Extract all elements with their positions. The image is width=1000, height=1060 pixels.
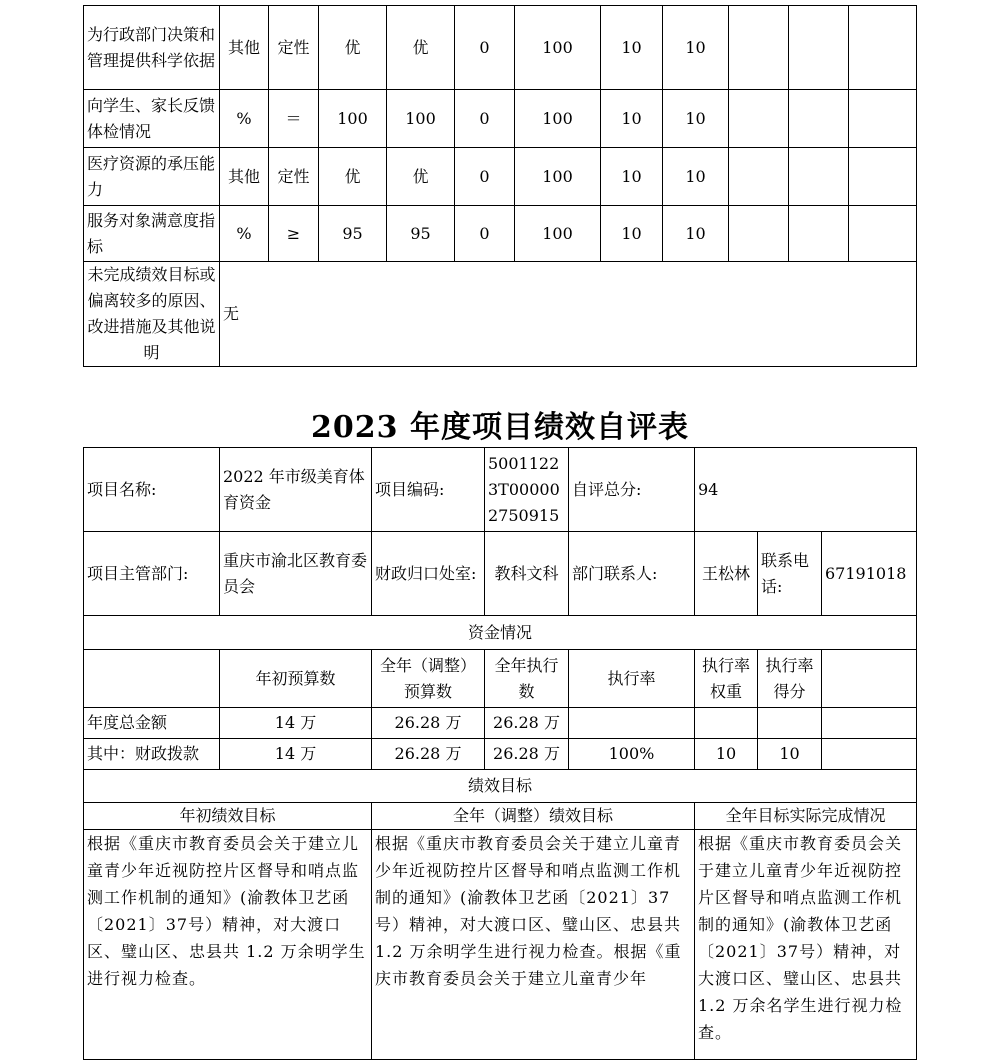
indicator-score: 10 bbox=[663, 206, 729, 262]
indicator-table bbox=[83, 5, 917, 367]
funds-score bbox=[758, 708, 822, 739]
indicator-weight: 10 bbox=[601, 148, 663, 206]
empty-cell bbox=[729, 148, 789, 206]
indicator-name: 服务对象满意度指标 bbox=[84, 206, 220, 262]
indicator-nature: 定性 bbox=[269, 6, 319, 90]
indicator-weight: 10 bbox=[601, 90, 663, 148]
goals-section-label: 绩效目标 bbox=[84, 770, 917, 803]
indicator-unit: 其他 bbox=[220, 148, 269, 206]
funds-executed: 26.28 万 bbox=[485, 708, 569, 739]
funds-header: 执行率权重 bbox=[695, 650, 758, 708]
phone-label: 联系电话: bbox=[758, 532, 822, 616]
goal-adjusted-text: 根据《重庆市教育委员会关于建立儿童青少年近视防控片区督导和哨点监测工作机制的通知》(渝教体卫艺函〔2021〕37号）精神，对大渡口区、璧山区、忠县共 1.2 万余明学生进行视力检查。根据《重庆市教育委员会关于建立儿童青少年 bbox=[372, 830, 695, 1060]
empty-cell bbox=[849, 206, 917, 262]
funds-header: 执行率 bbox=[569, 650, 695, 708]
table-row bbox=[84, 6, 917, 90]
dept-value: 重庆市渝北区教育委员会 bbox=[220, 532, 372, 616]
empty-cell bbox=[822, 708, 917, 739]
indicator-completion: 100 bbox=[515, 6, 601, 90]
indicator-weight: 10 bbox=[601, 6, 663, 90]
goal-actual-text: 根据《重庆市教育委员会关于建立儿童青少年近视防控片区督导和哨点监测工作机制的通知》(渝教体卫艺函〔2021〕37号）精神，对大渡口区、璧山区、忠县共 1.2 万余名学生进行视力检查。 bbox=[695, 830, 917, 1060]
indicator-deviation: 0 bbox=[455, 206, 515, 262]
funds-row-label: 年度总金额 bbox=[84, 708, 220, 739]
indicator-actual: 优 bbox=[387, 148, 455, 206]
indicator-score: 10 bbox=[663, 6, 729, 90]
funds-rate bbox=[569, 708, 695, 739]
indicator-weight: 10 bbox=[601, 206, 663, 262]
funds-section-label: 资金情况 bbox=[84, 616, 917, 650]
indicator-target: 优 bbox=[319, 148, 387, 206]
indicator-completion: 100 bbox=[515, 148, 601, 206]
remark-row bbox=[84, 262, 917, 367]
indicator-score: 10 bbox=[663, 148, 729, 206]
funds-row bbox=[84, 739, 917, 770]
goals-content-row bbox=[84, 830, 917, 1060]
page-title: 2023 年度项目绩效自评表 bbox=[311, 410, 689, 445]
indicator-actual: 优 bbox=[387, 6, 455, 90]
project-code-value: 50011223T000002750915 bbox=[485, 448, 569, 532]
empty-cell bbox=[729, 6, 789, 90]
indicator-target: 100 bbox=[319, 90, 387, 148]
funds-rate: 100% bbox=[569, 739, 695, 770]
section-header bbox=[84, 770, 917, 803]
goals-header: 全年目标实际完成情况 bbox=[695, 803, 917, 830]
empty-cell bbox=[849, 6, 917, 90]
empty-cell bbox=[789, 90, 849, 148]
indicator-score: 10 bbox=[663, 90, 729, 148]
funds-adjusted: 26.28 万 bbox=[372, 708, 485, 739]
empty-cell bbox=[849, 148, 917, 206]
indicator-target: 95 bbox=[319, 206, 387, 262]
empty-cell bbox=[849, 90, 917, 148]
goals-header: 年初绩效目标 bbox=[84, 803, 372, 830]
empty-cell bbox=[729, 206, 789, 262]
remark-label: 未完成绩效目标或偏离较多的原因、改进措施及其他说明 bbox=[84, 262, 220, 367]
funds-header: 全年执行数 bbox=[485, 650, 569, 708]
funds-weight bbox=[695, 708, 758, 739]
indicator-name: 医疗资源的承压能力 bbox=[84, 148, 220, 206]
evaluation-table bbox=[83, 447, 917, 1060]
funds-initial: 14 万 bbox=[220, 708, 372, 739]
funds-adjusted: 26.28 万 bbox=[372, 739, 485, 770]
project-name-label: 项目名称: bbox=[84, 448, 220, 532]
empty-cell bbox=[789, 206, 849, 262]
funds-header-row bbox=[84, 650, 917, 708]
self-score-value: 94 bbox=[695, 448, 917, 532]
project-name-value: 2022 年市级美育体育资金 bbox=[220, 448, 372, 532]
funds-weight: 10 bbox=[695, 739, 758, 770]
funds-header: 全年（调整）预算数 bbox=[372, 650, 485, 708]
empty-cell bbox=[84, 650, 220, 708]
project-code-label: 项目编码: bbox=[372, 448, 485, 532]
funds-row bbox=[84, 708, 917, 739]
dept-label: 项目主管部门: bbox=[84, 532, 220, 616]
indicator-nature: ＝ bbox=[269, 90, 319, 148]
contact-value: 王松林 bbox=[695, 532, 758, 616]
indicator-actual: 100 bbox=[387, 90, 455, 148]
indicator-deviation: 0 bbox=[455, 90, 515, 148]
table-row bbox=[84, 148, 917, 206]
contact-label: 部门联系人: bbox=[569, 532, 695, 616]
indicator-nature: 定性 bbox=[269, 148, 319, 206]
funds-initial: 14 万 bbox=[220, 739, 372, 770]
indicator-nature: ≥ bbox=[269, 206, 319, 262]
indicator-completion: 100 bbox=[515, 90, 601, 148]
table-row bbox=[84, 90, 917, 148]
indicator-actual: 95 bbox=[387, 206, 455, 262]
indicator-name: 向学生、家长反馈体检情况 bbox=[84, 90, 220, 148]
funds-header: 执行率得分 bbox=[758, 650, 822, 708]
office-value: 教科文科 bbox=[485, 532, 569, 616]
funds-score: 10 bbox=[758, 739, 822, 770]
office-label: 财政归口处室: bbox=[372, 532, 485, 616]
section-header bbox=[84, 616, 917, 650]
empty-cell bbox=[789, 6, 849, 90]
empty-cell bbox=[822, 739, 917, 770]
indicator-unit: 其他 bbox=[220, 6, 269, 90]
indicator-unit: % bbox=[220, 206, 269, 262]
indicator-target: 优 bbox=[319, 6, 387, 90]
self-score-label: 自评总分: bbox=[569, 448, 695, 532]
empty-cell bbox=[822, 650, 917, 708]
empty-cell bbox=[789, 148, 849, 206]
funds-header: 年初预算数 bbox=[220, 650, 372, 708]
project-info-row bbox=[84, 448, 917, 532]
table-row bbox=[84, 206, 917, 262]
remark-value: 无 bbox=[220, 262, 917, 367]
project-info-row bbox=[84, 532, 917, 616]
funds-executed: 26.28 万 bbox=[485, 739, 569, 770]
goals-header: 全年（调整）绩效目标 bbox=[372, 803, 695, 830]
indicator-completion: 100 bbox=[515, 206, 601, 262]
indicator-deviation: 0 bbox=[455, 148, 515, 206]
indicator-deviation: 0 bbox=[455, 6, 515, 90]
goal-initial-text: 根据《重庆市教育委员会关于建立儿童青少年近视防控片区督导和哨点监测工作机制的通知》(渝教体卫艺函〔2021〕37号）精神，对大渡口区、璧山区、忠县共 1.2 万余明学生进行视力检查。 bbox=[84, 830, 372, 1060]
indicator-unit: % bbox=[220, 90, 269, 148]
goals-header-row bbox=[84, 803, 917, 830]
empty-cell bbox=[729, 90, 789, 148]
phone-value: 67191018 bbox=[822, 532, 917, 616]
indicator-name: 为行政部门决策和管理提供科学依据 bbox=[84, 6, 220, 90]
funds-row-label: 其中：财政拨款 bbox=[84, 739, 220, 770]
